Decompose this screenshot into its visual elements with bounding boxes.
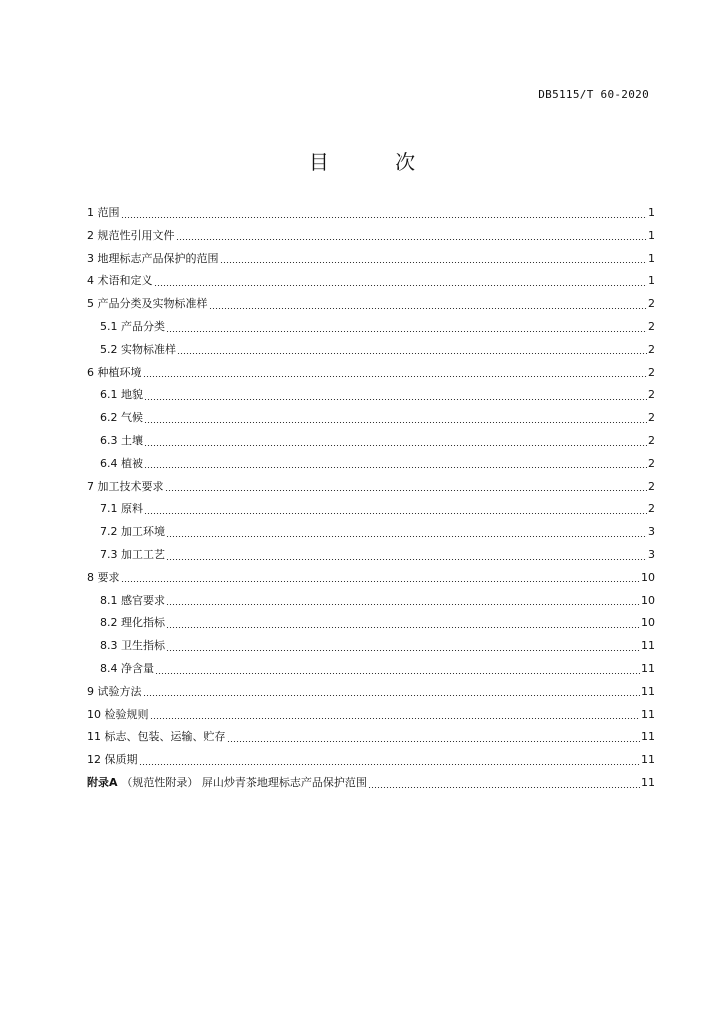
toc-leader-dots — [177, 353, 647, 354]
toc-leader-dots — [166, 559, 647, 560]
toc-entry-label: 6.4 植被 — [100, 456, 143, 470]
toc-leader-dots — [155, 673, 640, 674]
toc-entry-label: 6 种植环境 — [87, 365, 142, 379]
toc-entry[interactable] — [87, 775, 655, 791]
toc-page-number: 11 — [641, 776, 655, 789]
toc-entry[interactable] — [100, 410, 655, 426]
toc-leader-dots — [143, 376, 648, 377]
toc-entry[interactable] — [87, 479, 655, 495]
toc-entry[interactable] — [87, 752, 655, 768]
toc-entry[interactable] — [100, 387, 655, 403]
toc-entry-label: 7.2 加工环境 — [100, 525, 165, 539]
toc-entry-label: 7 加工技术要求 — [87, 479, 164, 493]
toc-entry-label: 8.3 卫生指标 — [100, 639, 165, 653]
toc-entry[interactable] — [100, 524, 655, 540]
toc-entry[interactable] — [87, 251, 655, 267]
toc-leader-dots — [166, 627, 640, 628]
toc-leader-dots — [154, 285, 648, 286]
toc-page-number: 2 — [648, 342, 655, 356]
toc-leader-dots — [144, 422, 647, 423]
toc-entry[interactable] — [87, 684, 655, 700]
toc-leader-dots — [166, 650, 640, 651]
toc-page-number: 2 — [648, 365, 655, 379]
toc-page-number: 2 — [648, 479, 655, 493]
toc-page-number: 11 — [641, 707, 655, 721]
toc-entry[interactable] — [100, 456, 655, 472]
toc-entry-label: 3 地理标志产品保护的范围 — [87, 251, 219, 265]
toc-entry-label: 8.2 理化指标 — [100, 616, 165, 630]
toc-entry-label: 2 规范性引用文件 — [87, 228, 175, 242]
toc-leader-dots — [166, 604, 640, 605]
toc-page-number: 11 — [641, 753, 655, 767]
toc-entry-label: 5.2 实物标准样 — [100, 342, 176, 356]
toc-page-number: 10 — [641, 616, 655, 630]
toc-page-number: 10 — [641, 570, 655, 584]
toc-leader-dots — [143, 695, 641, 696]
toc-entry-label-prefix: 附录A — [87, 776, 122, 789]
toc-leader-dots — [176, 239, 648, 240]
toc-entry-label: 8.1 感官要求 — [100, 593, 165, 607]
toc-title: 目 次 — [308, 150, 446, 174]
toc-entry[interactable] — [87, 273, 655, 289]
toc-page-number: 1 — [648, 228, 655, 242]
toc-page-number: 1 — [648, 206, 655, 219]
toc-leader-dots — [220, 262, 648, 263]
toc-leader-dots — [144, 513, 647, 514]
document-code: DB5115/T 60-2020 — [538, 88, 649, 101]
toc-leader-dots — [166, 536, 647, 537]
toc-entry[interactable] — [100, 547, 655, 563]
toc-page-number: 2 — [648, 434, 655, 447]
toc-leader-dots — [121, 581, 641, 582]
toc-entry-label: 6.2 气候 — [100, 411, 143, 425]
toc-entry-label: 5 产品分类及实物标准样 — [87, 297, 208, 311]
toc-entry[interactable] — [87, 707, 655, 723]
toc-page-number: 10 — [641, 593, 655, 607]
toc-page-number: 11 — [641, 684, 655, 698]
toc-entry[interactable] — [87, 205, 655, 221]
toc-page-number: 3 — [648, 548, 655, 561]
toc-page-number: 11 — [641, 662, 655, 675]
toc-page-number: 2 — [648, 411, 655, 425]
toc-leader-dots — [368, 787, 640, 788]
toc-page-number: 2 — [648, 297, 655, 311]
toc-page-number: 2 — [648, 320, 655, 333]
toc-entry[interactable] — [100, 638, 655, 654]
toc-entry-label: 8.4 净含量 — [100, 662, 154, 675]
toc-entry[interactable] — [100, 319, 655, 335]
toc-entry[interactable] — [87, 228, 655, 244]
toc-entry[interactable] — [100, 342, 655, 358]
toc-page-number: 2 — [648, 502, 655, 516]
toc-leader-dots — [121, 217, 648, 218]
toc-leader-dots — [144, 399, 647, 400]
toc-leader-dots — [144, 445, 647, 446]
toc-leader-dots — [165, 490, 648, 491]
toc-page-number: 1 — [648, 251, 655, 265]
toc-leader-dots — [166, 331, 647, 332]
toc-entry-label: 10 检验规则 — [87, 707, 149, 721]
toc-page-number: 2 — [648, 388, 655, 402]
toc-page-number: 2 — [648, 456, 655, 470]
toc-entry[interactable] — [87, 365, 655, 381]
toc-entry-label: 4 术语和定义 — [87, 274, 153, 288]
toc-leader-dots — [209, 308, 648, 309]
toc-entry[interactable] — [87, 729, 655, 745]
toc-leader-dots — [227, 741, 641, 742]
toc-entry-label: 6.3 土壤 — [100, 434, 143, 447]
toc-entry-label: 11 标志、包装、运输、贮存 — [87, 730, 226, 744]
toc-entry[interactable] — [87, 570, 655, 586]
toc-page-number: 11 — [641, 730, 655, 744]
toc-page-number: 11 — [641, 639, 655, 653]
toc-leader-dots — [139, 764, 641, 765]
toc-entry[interactable] — [100, 433, 655, 449]
toc-entry-label: （规范性附录） 屏山炒青茶地理标志产品保护范围 — [121, 776, 367, 789]
toc-entry-label: 8 要求 — [87, 570, 120, 584]
toc-entry-label: 1 范围 — [87, 206, 120, 219]
toc-entry[interactable] — [100, 615, 655, 631]
toc-entry[interactable] — [100, 661, 655, 677]
toc-entry-label: 7.1 原料 — [100, 502, 143, 516]
toc-leader-dots — [150, 718, 641, 719]
toc-leader-dots — [144, 467, 647, 468]
toc-entry-label: 9 试验方法 — [87, 684, 142, 698]
toc-entry[interactable] — [100, 501, 655, 517]
toc-entry[interactable] — [87, 296, 655, 312]
toc-entry-label: 6.1 地貌 — [100, 388, 143, 402]
toc-entry-label: 12 保质期 — [87, 753, 138, 767]
toc-entry-label: 5.1 产品分类 — [100, 320, 165, 333]
toc-entry[interactable] — [100, 593, 655, 609]
toc-page-number: 1 — [648, 274, 655, 288]
toc-entry-label: 7.3 加工工艺 — [100, 548, 165, 561]
toc-page-number: 3 — [648, 525, 655, 539]
